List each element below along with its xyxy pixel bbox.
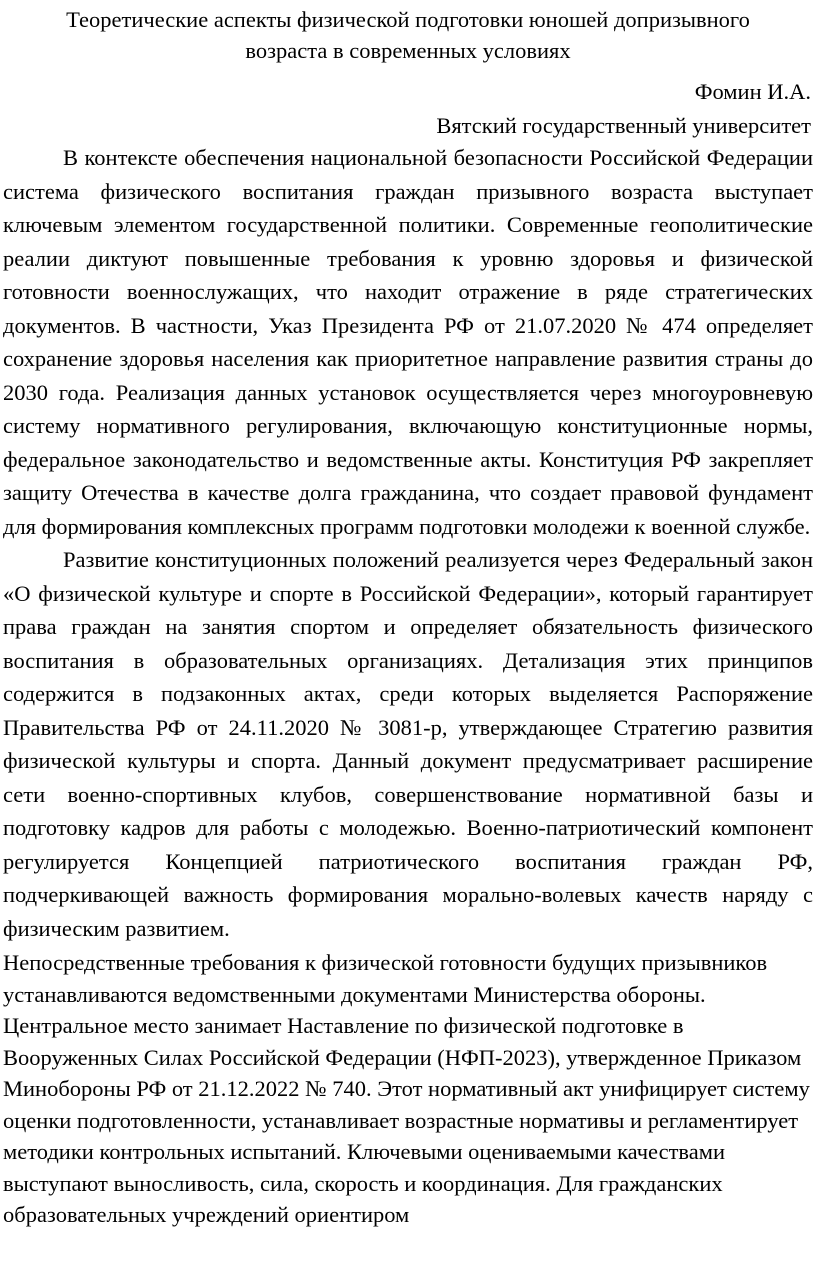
body-paragraph: В контексте обеспечения национальной безопасности Российской Федерации система физического воспитания граждан призывного возраста выступает ключевым элементом государственной политики. Современные геополитические реалии диктуют повышенные требования к уровню здоровья и физической готовности военнослужащих, что находит отражение в ряде стратегических документов. В частности, Указ Президента РФ от 21.07.2020 № 474 определяет сохранение здоровья населения как приоритетное направление развития страны до 2030 года. Реализация данных установок осуществляется через многоуровневую систему нормативного регулирования, включающую конституционные нормы, федеральное законодательство и ведомственные акты. Конституция РФ закрепляет защиту Отечества в качестве долга гражданина, что создает правовой фундамент для формирования комплексных программ подготовки молодежи к военной службе. [3,145,813,539]
document-title: Теоретические аспекты физической подготовки юношей допризывного возраста в современных условиях [66,7,750,63]
body-paragraph: Развитие конституционных положений реализуется через Федеральный закон «О физической культуре и спорте в Российской Федерации», который гарантирует права граждан на занятия спортом и определяет обязательность физического воспитания в образовательных организациях. Детализация этих принципов содержится в подзаконных актах, среди которых выделяется Распоряжение Правительства РФ от 24.11.2020 № 3081-р, утверждающее Стратегию развития физической культуры и спорта. Данный документ предусматривает расширение сети военно-спортивных клубов, совершенствование нормативной базы и подготовку кадров для работы с молодежью. Военно-патриотический компонент регулируется Концепцией патриотического воспитания граждан РФ, подчеркивающей важность формирования морально-волевых качеств наряду с физическим развитием. [3,547,813,941]
author-name: Фомин И.А. [694,79,811,104]
body-paragraph: Непосредственные требования к физической готовности будущих призывников устанавливаются ведомственными документами Министерства обороны. Центральное место занимает Наставление по физической подготовке в Вооруженных Силах Российской Федерации (НФП-2023), утвержденное Приказом Минобороны РФ от 21.12.2022 № 740. Этот нормативный акт унифицирует систему оценки подготовленности, устанавливает возрастные нормативы и регламентирует методики контрольных испытаний. Ключевыми оцениваемыми качествами выступают выносливость, сила, скорость и координация. Для гражданских образовательных учреждений ориентиром [3,950,810,1227]
author-affiliation: Вятский государственный университет [436,113,811,138]
